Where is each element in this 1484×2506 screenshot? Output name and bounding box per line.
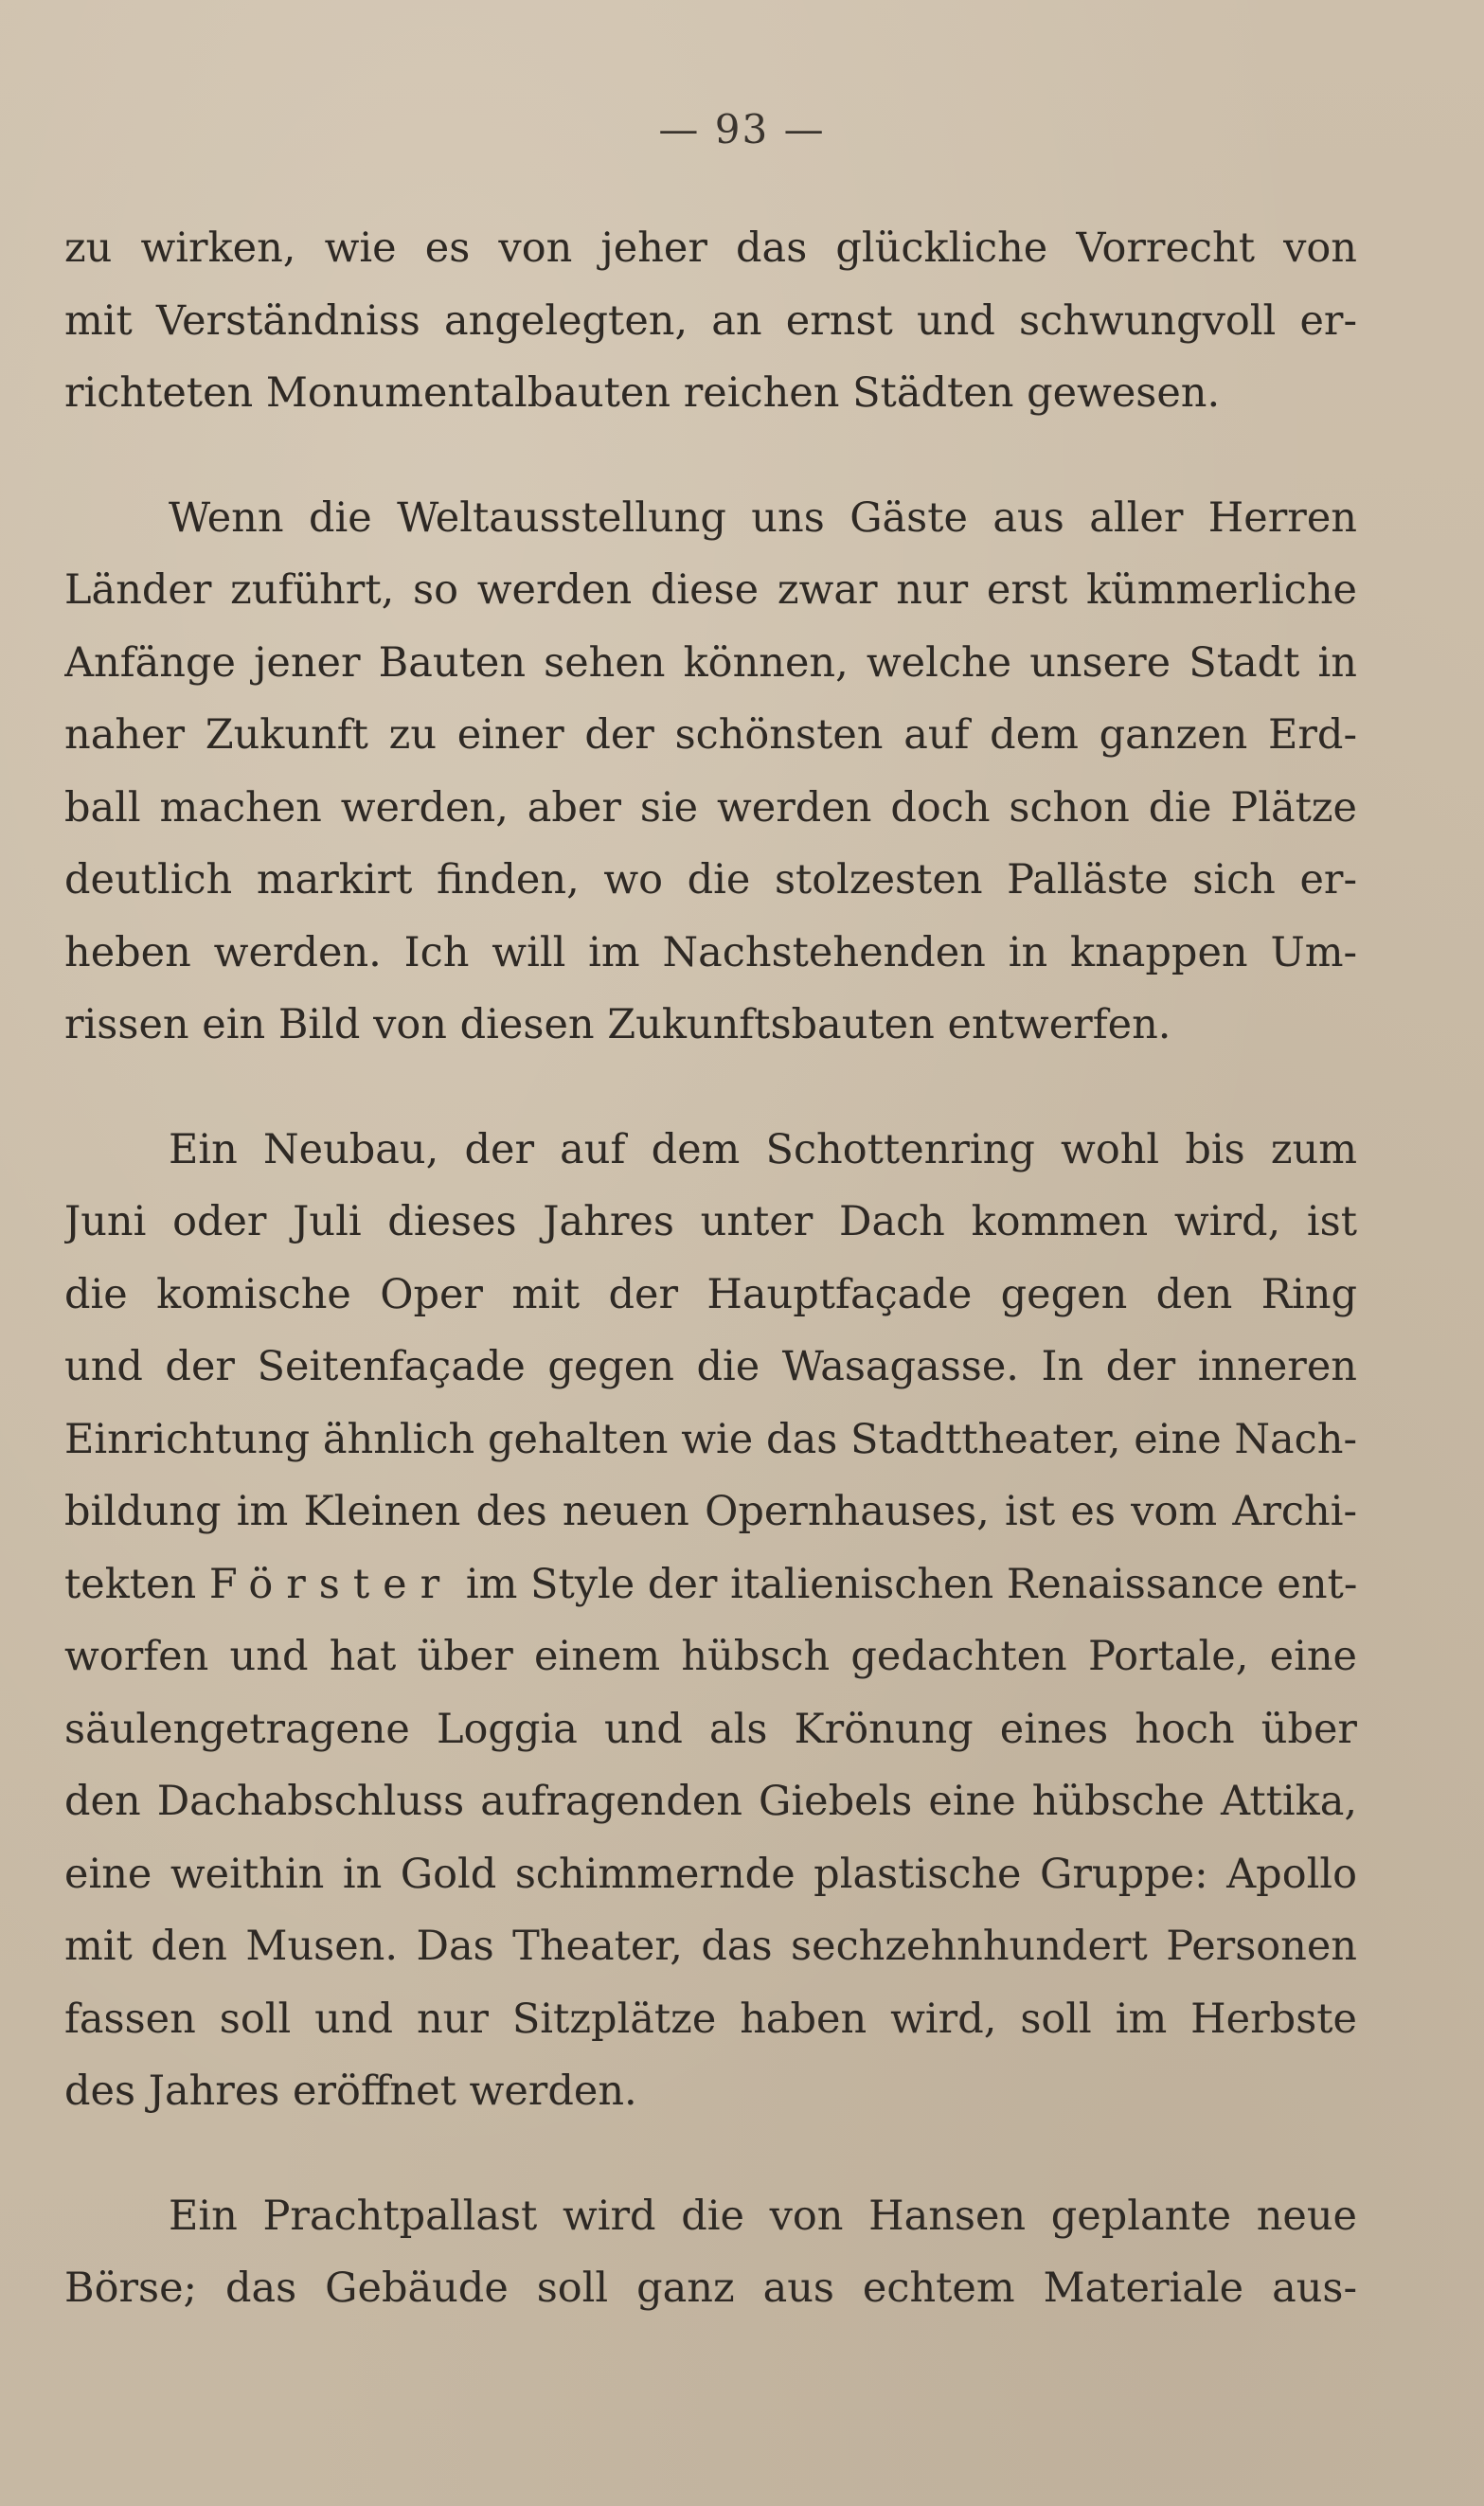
text-line: richteten Monumentalbauten reichen Städten gewesen. [64,369,1221,417]
text-line: des Jahres eröffnet werden. [64,2067,637,2115]
text-segment: im Style der italienischen Renaissance ent- [453,1560,1357,1608]
paragraph-gap [64,1062,1357,1114]
text-line: Einrichtung ähnlich gehalten wie das Stadttheater, eine Nach- [64,1415,1357,1463]
text-line: Börse; das Gebäude soll ganz aus echtem Materiale aus- [64,2264,1357,2312]
text-line: deutlich markirt finden, wo die stolzesten Palläste sich er- [64,856,1357,904]
paragraph-4 [64,2180,1357,2325]
text-line: ball machen werden, aber sie werden doch schon die Plätze [64,783,1357,832]
emphasized-name: Förster [208,1560,454,1608]
text-segment: tekten [64,1560,209,1608]
text-line: Juni oder Juli dieses Jahres unter Dach kommen wird, ist [64,1198,1357,1245]
text-line: Anfänge jener Bauten sehen können, welche unsere Stadt in [64,638,1357,687]
paragraph-2 [64,482,1357,1062]
text-line: zu wirken, wie es von jeher das glückliche Vorrecht von [64,224,1357,272]
text-line: Länder zuführt, so werden diese zwar nur erst kümmerliche [64,566,1357,614]
text-line: Ein Prachtpallast wird die von Hansen geplante neue [169,2192,1357,2240]
text-line-with-spaced-name [64,1548,1357,1621]
text-line: säulengetragene Loggia und als Krönung eines hoch über [64,1705,1357,1753]
text-line: eine weithin in Gold schimmernde plastische Gruppe: Apollo [64,1850,1357,1898]
text-line: mit Verständniss angelegten, an ernst und schwungvoll er- [64,296,1357,345]
text-line: mit den Musen. Das Theater, das sechzehnhundert Personen [64,1923,1357,1970]
text-line: naher Zukunft zu einer der schönsten auf dem ganzen Erd- [64,711,1357,759]
body-text [64,212,1357,2325]
text-line: und der Seitenfaçade gegen die Wasagasse. In der inneren [64,1343,1357,1390]
paragraph-gap [64,430,1357,482]
text-line: den Dachabschluss aufragenden Giebels eine hübsche Attika, [64,1778,1357,1825]
text-line: die komische Oper mit der Hauptfaçade gegen den Ring [64,1270,1357,1318]
page-number: — 93 — [658,106,826,152]
text-line: bildung im Kleinen des neuen Opernhauses, ist es vom Archi- [64,1488,1357,1535]
paragraph-1 [64,212,1357,430]
paragraph-3 [64,1114,1357,2128]
text-line: fassen soll und nur Sitzplätze haben wird, soll im Herbste [64,1995,1357,2043]
paragraph-gap [64,2128,1357,2180]
text-line: Ein Neubau, der auf dem Schottenring wohl bis zum [169,1125,1357,1173]
text-line: heben werden. Ich will im Nachstehenden in knappen Um- [64,928,1357,976]
text-line: Wenn die Weltausstellung uns Gäste aus aller Herren [169,493,1357,542]
text-line: rissen ein Bild von diesen Zukunftsbauten entwerfen. [64,1001,1171,1048]
text-line: worfen und hat über einem hübsch gedachten Portale, eine [64,1633,1357,1680]
